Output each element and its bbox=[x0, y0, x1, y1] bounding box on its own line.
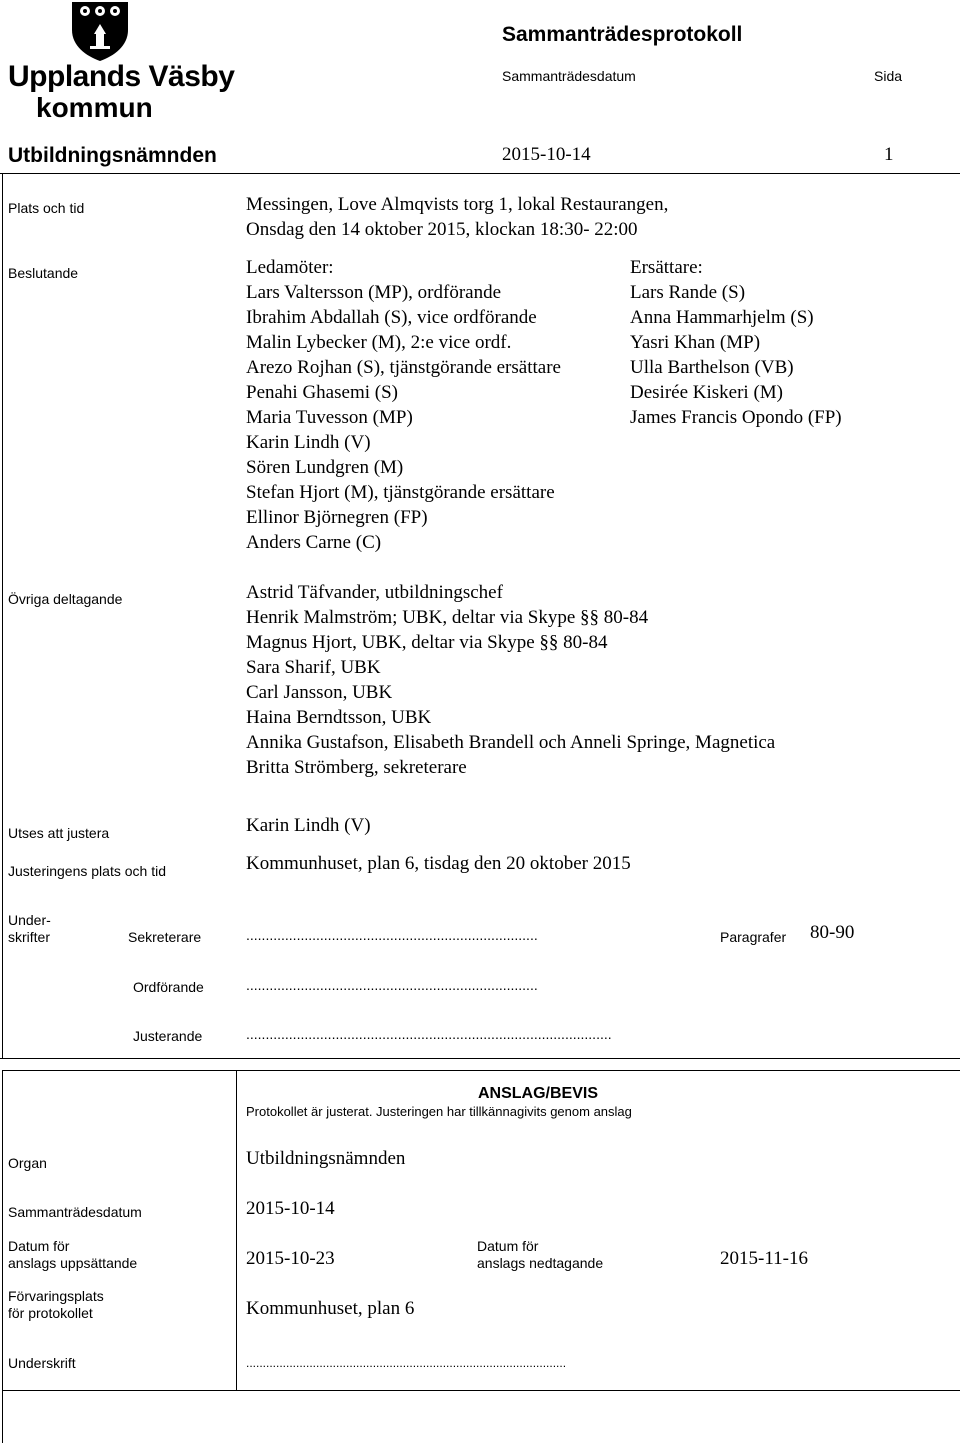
deciding-label: Beslutande bbox=[8, 265, 79, 281]
member-item: Lars Valtersson (MP), ordförande bbox=[246, 282, 502, 303]
signatures-label-line1: Under- bbox=[8, 912, 51, 928]
paragraphs-label: Paragrafer bbox=[720, 929, 787, 945]
members-heading: Ledamöter: bbox=[246, 257, 334, 278]
notice-signature-label: Underskrift bbox=[8, 1355, 76, 1371]
chair-signature-line: ........................................................................... bbox=[246, 977, 538, 993]
other-participant: Annika Gustafson, Elisabeth Brandell och Anneli Springe, Magnetica bbox=[246, 732, 776, 753]
place-line: Onsdag den 14 oktober 2015, klockan 18:30- 22:00 bbox=[246, 219, 638, 240]
logo-text-line1: Upplands Väsby bbox=[8, 60, 235, 93]
notice-meeting-date-label: Sammanträdesdatum bbox=[8, 1204, 142, 1220]
storage-value: Kommunhuset, plan 6 bbox=[246, 1298, 415, 1319]
document-type-title: Sammanträdesprotokoll bbox=[502, 23, 743, 46]
member-item: Ellinor Björnegren (FP) bbox=[246, 507, 428, 528]
posted-date: 2015-10-23 bbox=[246, 1248, 335, 1269]
notice-left-border bbox=[2, 1070, 3, 1443]
logo-text-line2: kommun bbox=[36, 92, 153, 123]
member-item: Maria Tuvesson (MP) bbox=[246, 407, 413, 428]
removed-date: 2015-11-16 bbox=[720, 1248, 808, 1269]
left-border bbox=[2, 173, 3, 1058]
other-participant: Sara Sharif, UBK bbox=[246, 657, 381, 678]
member-item: Ibrahim Abdallah (S), vice ordförande bbox=[246, 307, 537, 328]
member-item: Stefan Hjort (M), tjänstgörande ersättare bbox=[246, 482, 555, 503]
members-list bbox=[246, 255, 561, 555]
adjuster-signature-line: .............................................................................................. bbox=[246, 1026, 612, 1042]
other-participant: Britta Strömberg, sekreterare bbox=[246, 757, 467, 778]
adjust-place-label: Justeringens plats och tid bbox=[8, 863, 166, 879]
header-date: 2015-10-14 bbox=[502, 144, 591, 165]
other-participant: Henrik Malmström; UBK, deltar via Skype §§ 80-84 bbox=[246, 607, 649, 628]
notice-subtitle: Protokollet är justerat. Justeringen har tillkännagivits genom anslag bbox=[246, 1104, 632, 1119]
storage-label-line2: för protokollet bbox=[8, 1305, 93, 1321]
meeting-date-label: Sammanträdesdatum bbox=[502, 68, 636, 84]
notice-top-border bbox=[2, 1070, 960, 1071]
header-divider bbox=[0, 173, 960, 174]
notice-inner-divider bbox=[236, 1070, 237, 1390]
storage-label-line1: Förvaringsplats bbox=[8, 1288, 104, 1304]
others-list bbox=[246, 580, 775, 780]
substitute-item: Ulla Barthelson (VB) bbox=[630, 357, 794, 378]
other-participant: Carl Jansson, UBK bbox=[246, 682, 393, 703]
member-item: Penahi Ghasemi (S) bbox=[246, 382, 398, 403]
posted-label-line1: Datum för bbox=[8, 1238, 70, 1254]
secretary-signature-line: ........................................................................... bbox=[246, 927, 538, 943]
adjuster-label: Utses att justera bbox=[8, 825, 110, 841]
page-number: 1 bbox=[884, 144, 894, 165]
others-label: Övriga deltagande bbox=[8, 591, 123, 607]
secretary-label: Sekreterare bbox=[128, 929, 202, 945]
other-participant: Astrid Täfvander, utbildningschef bbox=[246, 582, 503, 603]
member-item: Anders Carne (C) bbox=[246, 532, 382, 553]
member-item: Sören Lundgren (M) bbox=[246, 457, 404, 478]
member-item: Arezo Rojhan (S), tjänstgörande ersättare bbox=[246, 357, 561, 378]
substitute-item: Anna Hammarhjelm (S) bbox=[630, 307, 814, 328]
member-item: Karin Lindh (V) bbox=[246, 432, 371, 453]
other-participant: Haina Berndtsson, UBK bbox=[246, 707, 432, 728]
substitutes-heading: Ersättare: bbox=[630, 257, 703, 278]
substitute-item: James Francis Opondo (FP) bbox=[630, 407, 842, 428]
notice-title: ANSLAG/BEVIS bbox=[478, 1085, 599, 1102]
notice-bottom-divider bbox=[2, 1390, 960, 1391]
signatures-divider bbox=[0, 1058, 960, 1059]
paragraphs-value: 80-90 bbox=[810, 922, 855, 943]
substitutes-list bbox=[630, 255, 842, 430]
member-item: Malin Lybecker (M), 2:e vice ordf. bbox=[246, 332, 512, 353]
notice-signature-line: ................................................................................................ bbox=[246, 1356, 567, 1370]
place-text bbox=[246, 192, 668, 242]
committee-title: Utbildningsnämnden bbox=[8, 144, 217, 167]
substitute-item: Desirée Kiskeri (M) bbox=[630, 382, 784, 403]
municipality-logo bbox=[8, 0, 235, 125]
chair-label: Ordförande bbox=[133, 979, 204, 995]
place-line: Messingen, Love Almqvists torg 1, lokal Restaurangen, bbox=[246, 194, 669, 215]
other-participant: Magnus Hjort, UBK, deltar via Skype §§ 80-84 bbox=[246, 632, 608, 653]
substitute-item: Lars Rande (S) bbox=[630, 282, 746, 303]
organ-value: Utbildningsnämnden bbox=[246, 1148, 406, 1169]
adjuster-sign-label: Justerande bbox=[133, 1028, 203, 1044]
adjuster-name: Karin Lindh (V) bbox=[246, 815, 371, 836]
removed-label-line1: Datum för bbox=[477, 1238, 539, 1254]
substitute-item: Yasri Khan (MP) bbox=[630, 332, 761, 353]
place-label: Plats och tid bbox=[8, 200, 85, 216]
posted-label-line2: anslags uppsättande bbox=[8, 1255, 138, 1271]
organ-label: Organ bbox=[8, 1155, 47, 1171]
adjust-place: Kommunhuset, plan 6, tisdag den 20 oktober 2015 bbox=[246, 853, 631, 874]
coat-of-arms-icon bbox=[70, 0, 130, 62]
signatures-label-line2: skrifter bbox=[8, 929, 50, 945]
page-label: Sida bbox=[874, 68, 903, 84]
notice-meeting-date: 2015-10-14 bbox=[246, 1198, 335, 1219]
removed-label-line2: anslags nedtagande bbox=[477, 1255, 604, 1271]
